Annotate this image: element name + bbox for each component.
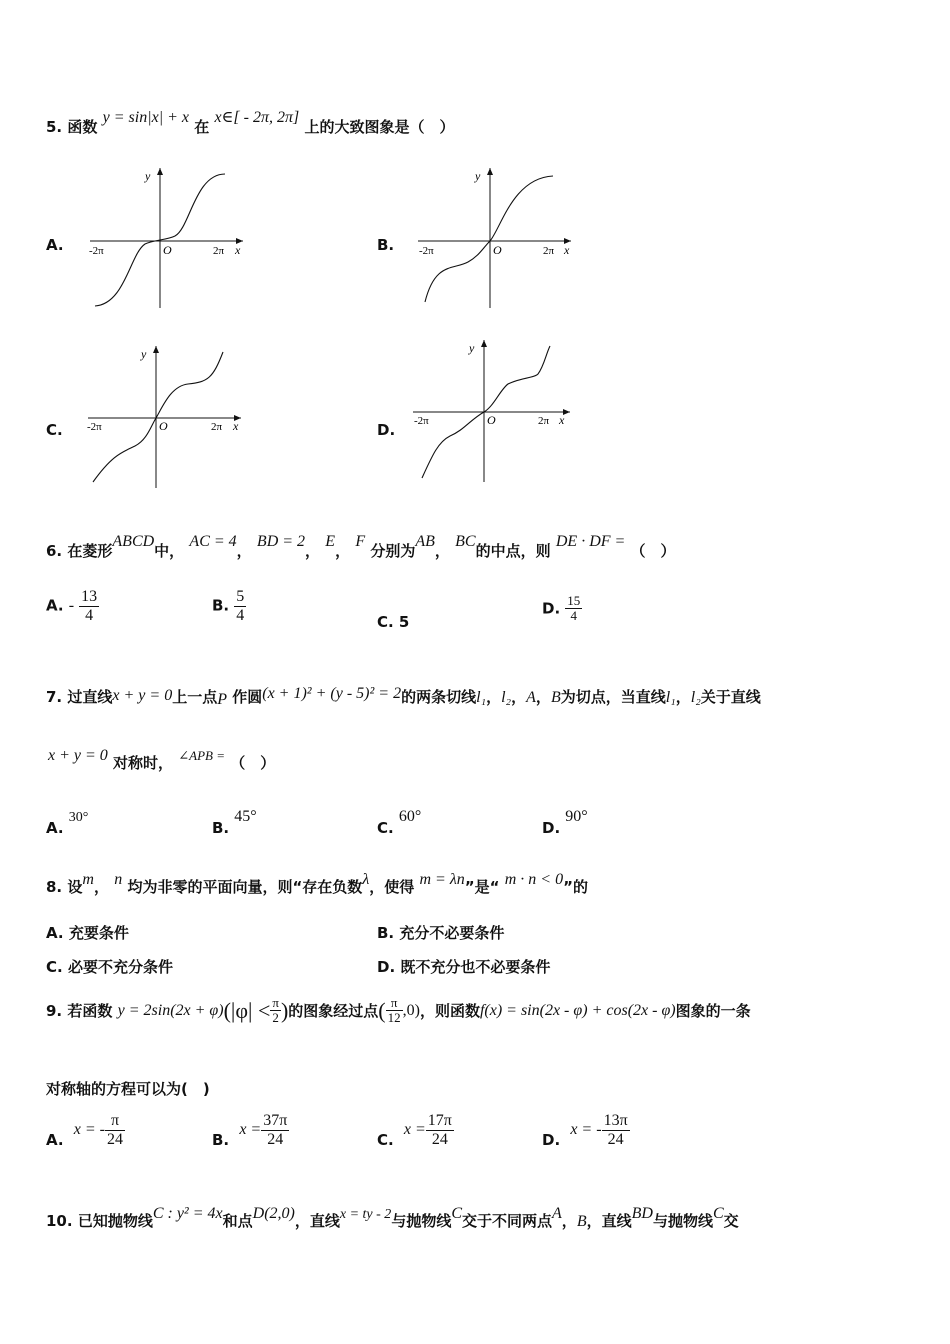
q7-option-c[interactable] <box>377 806 422 837</box>
option-sign: - <box>68 597 75 615</box>
tick-neg-2pi: -2π <box>87 421 102 433</box>
q6-option-d[interactable] <box>542 594 582 624</box>
option-label: D. <box>542 819 561 837</box>
x-axis-label: x <box>235 243 241 257</box>
q5-stem: 5. 函数 y = sin|x| + x 在 x∈[ - 2π, 2π] 上的大致图象是（ ） <box>46 109 455 136</box>
graph-option-d <box>408 336 578 486</box>
x-axis-label: x <box>233 419 239 433</box>
q8-option-d[interactable]: D. 既不充分也不必要条件 <box>377 958 551 976</box>
q7-option-d[interactable] <box>542 806 588 837</box>
q7-option-a[interactable] <box>46 806 89 837</box>
q5-option-b-label[interactable]: B. <box>377 236 395 254</box>
y-axis-label: y <box>475 169 481 183</box>
y-axis-arrow <box>157 168 163 175</box>
q8-option-a[interactable]: A. 充要条件 <box>46 924 129 942</box>
q10-stem: 10. 已知抛物线C : y² = 4x和点D(2,0)，直线x = ty - 2与抛物线C交于不同两点A，B，直线BD与抛物线C交 <box>46 1205 739 1230</box>
function-curve <box>93 352 223 482</box>
option-label: D. <box>542 599 561 618</box>
option-label: C. <box>377 613 394 631</box>
q5-option-c-label[interactable]: C. <box>46 421 63 439</box>
graph-option-b <box>413 162 578 312</box>
option-label: A. <box>46 596 64 615</box>
option-label: B. <box>212 596 230 615</box>
x-axis-label: x <box>559 413 565 427</box>
graph-option-a <box>85 162 250 312</box>
q6-stem: 6. 在菱形ABCD中， AC = 4， BD = 2， E， F 分别为AB， BC的中点，则 DE · DF = （ ） <box>46 533 676 560</box>
option-label: A. <box>46 819 64 837</box>
y-axis-arrow <box>153 346 159 353</box>
y-axis-arrow <box>481 340 487 347</box>
tick-neg-2pi: -2π <box>419 245 434 257</box>
origin-label: O <box>163 243 172 257</box>
q9-stem-line2: 对称轴的方程可以为( ) <box>46 1080 210 1098</box>
tick-pos-2pi: 2π <box>538 415 550 427</box>
tick-pos-2pi: 2π <box>211 421 223 433</box>
frac-den: 4 <box>85 606 94 624</box>
q7-option-b[interactable] <box>212 806 257 837</box>
option-value: 90° <box>565 808 588 825</box>
q5-option-a-label[interactable]: A. <box>46 236 64 254</box>
q9-stem-line1: 9. 若函数 y = 2sin(2x + φ) (|φ| < $\frac{\pi}{2}$ ) 的图象经过点 ( $\frac{\pi}{12}$ ,0) ，则函数 f(x) = sin(2x - φ) + cos(2x - φ) 图象的一条 <box>46 995 751 1026</box>
q6-option-c[interactable] <box>377 612 409 631</box>
tick-pos-2pi: 2π <box>543 245 555 257</box>
function-curve <box>425 176 553 302</box>
option-value: 5 <box>398 613 410 631</box>
q8-option-b[interactable]: B. 充分不必要条件 <box>377 924 505 942</box>
frac-num: 15 <box>567 593 581 608</box>
tick-pos-2pi: 2π <box>213 245 225 257</box>
q9-option-a[interactable]: A. x = - $\frac{\pi}{24}$ <box>46 1112 123 1150</box>
q6-option-b[interactable] <box>212 588 246 624</box>
origin-label: O <box>159 419 168 433</box>
origin-label: O <box>493 243 502 257</box>
option-value: 45° <box>234 808 257 825</box>
q9-option-c[interactable]: C. x = $\frac{17\pi}{24}$ <box>377 1112 452 1150</box>
q8-option-c[interactable]: C. 必要不充分条件 <box>46 958 173 976</box>
q8-stem: 8. 设m， n 均为非零的平面向量，则“存在负数λ，使得 m = λn”是“ m · n < 0”的 <box>46 871 588 896</box>
frac-num: 5 <box>236 588 245 605</box>
y-axis-label: y <box>469 341 475 355</box>
y-axis-arrow <box>487 168 493 175</box>
q9-option-d[interactable]: D. x = - $\frac{13\pi}{24}$ <box>542 1112 628 1150</box>
option-value: 60° <box>398 808 422 825</box>
x-axis-label: x <box>564 243 570 257</box>
option-label: B. <box>212 819 230 837</box>
tick-neg-2pi: -2π <box>414 415 429 427</box>
q9-option-b[interactable]: B. x = $\frac{37\pi}{24}$ <box>212 1112 288 1150</box>
option-label: C. <box>377 819 394 837</box>
y-axis-label: y <box>141 347 147 361</box>
frac-den: 4 <box>236 606 245 624</box>
origin-label: O <box>487 413 496 427</box>
frac-num: 13 <box>81 588 98 605</box>
tick-neg-2pi: -2π <box>89 245 104 257</box>
frac-den: 4 <box>570 608 577 624</box>
q7-stem-line2: x + y = 0 对称时， ∠APB = （ ） <box>48 747 276 772</box>
q5-option-d-label[interactable]: D. <box>377 421 396 439</box>
q7-stem-line1: 7. 过直线x + y = 0上一点P 作圆(x + 1)² + (y - 5)² = 2的两条切线l₁，l₂，A，B为切点，当直线l₁，l₂关于直线 <box>46 685 761 708</box>
q6-option-a[interactable] <box>46 588 99 624</box>
y-axis-label: y <box>145 169 151 183</box>
option-value: 30° <box>68 810 89 825</box>
graph-option-c <box>83 342 248 492</box>
